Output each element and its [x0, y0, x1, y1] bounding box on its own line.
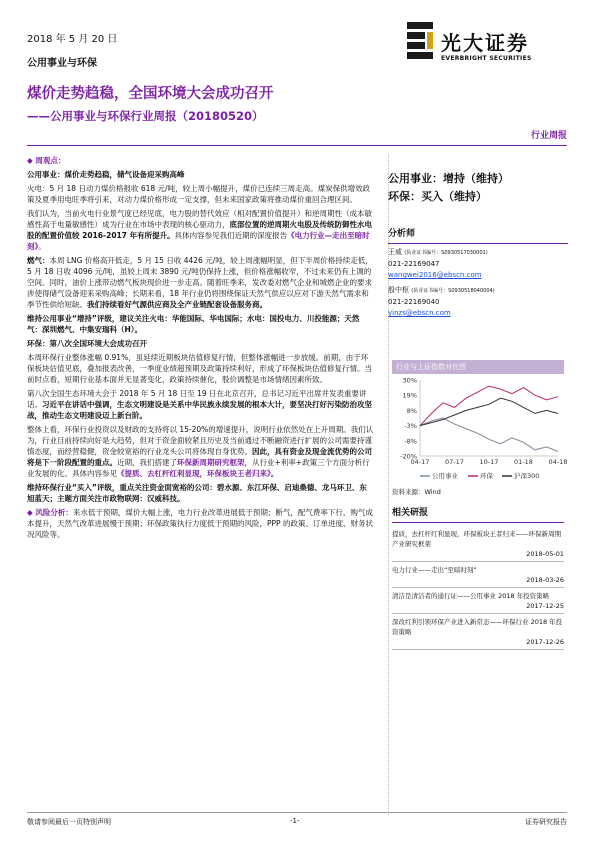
related-reports: [392, 505, 564, 650]
analyst-name: 殷中枢: [388, 286, 409, 294]
logo: [407, 22, 557, 70]
recommendation: 维持环保行业“买入”评级，重点关注资金面宽裕的公司：碧水源、东江环保、启迪桑德、龙马环卫、东旭蓝天；主题方面关注市政物联网：汉威科技。: [27, 483, 367, 503]
analyst-phone: 021-22169047: [388, 260, 440, 268]
analyst-cert: (执业证书编号：S0930517030001): [404, 250, 488, 256]
footer-rule: [27, 812, 567, 813]
header-rule: [27, 145, 567, 146]
x-tick-label: 04-18: [548, 458, 568, 466]
related-report-item[interactable]: 深改红利引领环保产业进入新常态——环保行业 2018 年投资策略 2017-12-26: [392, 614, 564, 650]
paragraph: 我们认为，当前火电行业景气度已经见底，电力股的替代效应（相对配置价值提升）和逆周期性（成本敏感性高于电量敏感性）成为行业在市场中表现的核心驱动力，底部位置的逆周期火电股及传统防御性水电股的配置价值较 2016-2017 年有所提升。具体内容参见我们近期的深度报告《电力行业—走出至暗时刻》。: [27, 209, 372, 251]
report-link[interactable]: 《提质、去杠杆红利显现，环保板块王者归来》。: [117, 469, 279, 478]
report-link[interactable]: 《电力行业—走出至暗时刻》: [27, 231, 370, 251]
report-link[interactable]: 环保新周期研究框架: [177, 458, 245, 467]
report-type: 行业周报: [530, 131, 567, 141]
related-report-item[interactable]: 提质，去杠杆红利显现，环保板块王者归来——环保新周期产业研究框架 2018-05-01: [392, 526, 564, 562]
legend-label: 环保: [480, 472, 493, 480]
chart-title: 行业与上证指数对比图: [392, 360, 564, 374]
section-title: 煤价走势趋稳，储气设备迎采购高峰: [64, 170, 185, 179]
risk-heading: ◆ 风险分析：: [27, 508, 73, 517]
related-rule: [392, 522, 564, 523]
report-subtitle: ——公用事业与环保行业周报（20180520）: [27, 109, 264, 123]
x-tick-label: 04-17: [410, 458, 430, 466]
analyst-1: [388, 247, 568, 281]
related-report-item[interactable]: 电力行业——走出“至暗时刻” 2018-03-26: [392, 562, 564, 588]
sector-label: 公用事业与环保: [27, 58, 97, 69]
logo-mark-icon: [407, 22, 433, 64]
footer-brand: 证券研究报告: [525, 818, 567, 826]
analyst-heading: 分析师: [388, 229, 416, 239]
logo-text-cn: 光大证券: [441, 31, 529, 55]
chart-source: 资料来源：Wind: [392, 488, 441, 496]
y-tick-label: -20%: [400, 452, 417, 461]
footer-disclaimer: 敬请参阅最后一页特别声明: [27, 818, 111, 826]
recommendation: 维持公用事业“增持”评级，建议关注火电：华能国际、华电国际；水电：国投电力、川投能源；天然气：深圳燃气、中集安瑞科（H）。: [27, 314, 360, 334]
series-line: [420, 418, 558, 451]
y-tick-label: -3%: [404, 422, 417, 431]
analyst-email[interactable]: yinzs@ebscn.com: [388, 309, 451, 317]
page-number: -1-: [290, 817, 300, 825]
comparison-chart: [392, 376, 568, 484]
y-tick-label: 8%: [406, 406, 417, 415]
report-title: 煤价走势趋稳，全国环境大会成功召开: [27, 86, 274, 102]
analyst-name: 王威: [388, 248, 402, 256]
series-line: [420, 398, 558, 425]
y-tick-label: 30%: [402, 376, 417, 385]
analyst-2: [388, 285, 568, 319]
analyst-email[interactable]: wangwei2016@ebscn.com: [388, 271, 482, 279]
paragraph: 火电：5 月 18 日动力煤价格报收 618 元/吨，较上周小幅提升，煤价已连续三周走高。煤炭保供增效政策及夏季用电旺季将引来，对动力煤价格形成一定支撑，但未来国家政策将推动煤价重回合理区间。: [27, 184, 371, 204]
legend-label: 公用事业: [432, 472, 458, 480]
viewpoint-heading: ◆ 周观点：: [27, 156, 66, 165]
paragraph: 整体上看，环保行业投资以及财政的支持将以 15-20%的增速提升，说明行业依然处在上升周期。我们认为，行业目前持续向好是大趋势，但对于资金面较紧且历史及当前通过不断融资进行扩展的公司需要持谨慎态度，而经营稳健，资金较宽裕的行业龙头公司将体现自身优势。因此，具有资金及现金流优势的公司将是下一阶段配置的重点。近期，我们搭建了环保新周期研究框架，从行业+利率+政策三个方面分析行业发展的化。具体内容参见《提质、去杠杆红利显现，环保板块王者归来》。: [27, 425, 374, 478]
section-label: 公用事业：: [27, 170, 65, 179]
y-tick-label: -8%: [404, 437, 417, 446]
x-tick-label: 07-17: [445, 458, 464, 466]
y-tick-label: 19%: [402, 391, 417, 400]
report-date: 2018 年 5 月 20 日: [27, 34, 118, 45]
paragraph: 第八次全国生态环境大会于 2018 年 5 月 18 日至 19 日在北京召开，总书记习近平出席并发表重要讲话。习近平在讲话中强调，生态文明建设是关系中华民族永续发展的根本大计，要坚决打好污染防治攻坚战，推动生态文明建设迈上新台阶。: [27, 389, 372, 420]
paragraph: 燃气：本周 LNG 价格高开低走，5 月 15 日收 4426 元/吨，较上周涨幅明显，但下半周价格持续走低，5 月 18 日收 4096 元/吨，虽较上周末 3890 元/吨仍保持上涨，但价格涨幅收窄，不过未来仍有上调的空间。同时，油价上涨带动燃气板块现价进一步走高。随着旺季来，发改委对燃气企业和城燃企业的要求涉使得储气设备迎来采购高峰；长期来看，18 年行业仍将围绕保证天然气供应以应对下游天然气需求和季节性供给短缺。我们持续看好气源供应商及全产业链配套设备服务商。: [27, 256, 373, 309]
section-label: 环保：: [27, 339, 50, 348]
rating-environment: 环保：买入（维持）: [388, 190, 487, 203]
sidebar: [388, 170, 568, 319]
rating-utilities: 公用事业：增持（维持）: [388, 172, 509, 185]
analyst-rule: [388, 243, 568, 244]
x-tick-label: 10-17: [479, 458, 499, 466]
related-report-item[interactable]: 清洁是清洁者的通行证——公用事业 2018 年投资策略 2017-12-25: [392, 588, 564, 614]
main-content: [27, 155, 374, 815]
analyst-cert: (执业证书编号：S0930518040004): [411, 288, 495, 294]
paragraph: 本周环保行业整体涨幅 0.91%，虽延续近期板块估值修复行情，但整体涨幅进一步放缓。前期，由于环保板块估值见底，叠加报表改善，一季度业绩超预期及政策持续利好，形成了环保板块估值修复行情。当前时点看，短期行业基本面并无显著变化，政策持续催化，股价调整是市场情绪因素所致。: [27, 353, 372, 384]
related-heading: 相关研报: [392, 508, 429, 518]
legend-label: 沪深300: [514, 472, 540, 480]
risk-text: 来水低于预期，煤价大幅上涨，电力行业改革进展低于预期；断气，配气费率下行，购气成本提升，天然气改革进展慢于预期；环保政策执行力度低于预期的风险，PPP 的政策、订单进度、财务状况风险等。: [27, 508, 373, 539]
analyst-phone: 021-22169040: [388, 298, 440, 306]
logo-text-en: EVERBRIGHT SECURITIES: [441, 55, 532, 62]
section-title: 第八次全国环境大会成功召开: [49, 339, 147, 348]
x-tick-label: 01-18: [514, 458, 533, 466]
